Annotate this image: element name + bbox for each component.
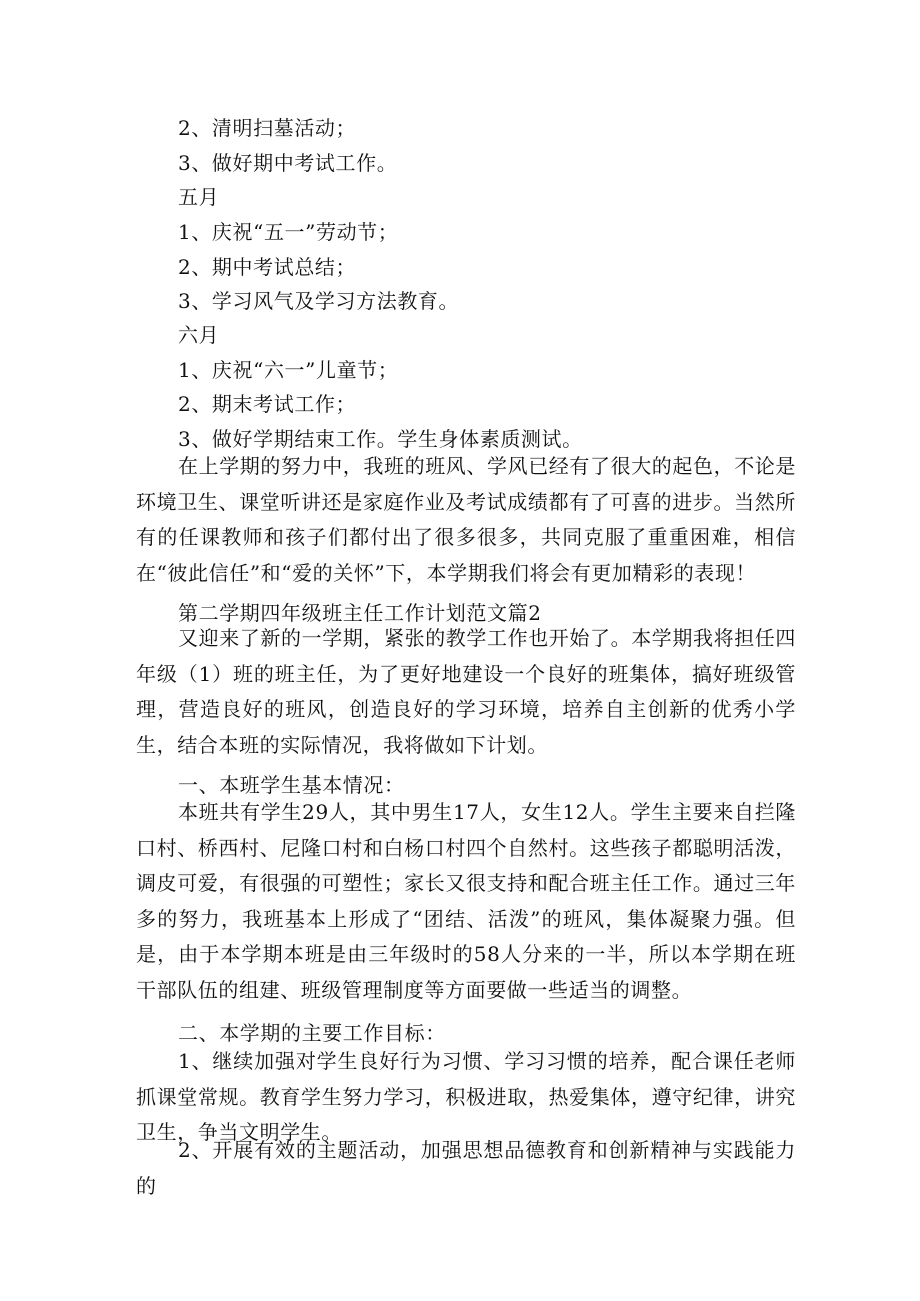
section1-paragraph: 本班共有学生29人，其中男生17人，女生12人。学生主要来自拦隆口村、桥西村、尼隆口村和白杨口村四个自然村。这些孩子都聪明活泼，调皮可爱，有很强的可塑性；家长又很支持和配合班主任工作。通过三年多的努力，我班基本上形成了“团结、活泼”的班风，集体凝聚力强。但是，由于本学期本班是由三年级时的58人分来的一半，所以本学期在班干部队伍的组建、班级管理制度等方面要做一些适当的调整。 (136, 800, 796, 1002)
closing-paragraph: 在上学期的努力中，我班的班风、学风已经有了很大的起色，不论是环境卫生、课堂听讲还是家庭作业及考试成绩都有了可喜的进步。当然所有的任课教师和孩子们都付出了很多很多，共同克服了重重困难，相信在“彼此信任”和“爱的关怀”下，本学期我们将会有更加精彩的表现！ (136, 454, 796, 585)
june-item-2: 2、期末考试工作； (178, 392, 357, 416)
may-item-1: 1、庆祝“五一”劳动节； (178, 220, 399, 244)
april-item-2: 2、清明扫墓活动； (178, 116, 357, 140)
may-item-3: 3、学习风气及学习方法教育。 (178, 289, 460, 313)
june-heading: 六月 (178, 323, 220, 347)
may-heading: 五月 (178, 185, 220, 209)
april-item-3: 3、做好期中考试工作。 (178, 151, 398, 175)
section1-heading: 一、本班学生基本情况： (178, 773, 405, 797)
intro-paragraph: 又迎来了新的一学期，紧张的教学工作也开始了。本学期我将担任四年级（1）班的班主任，为了更好地建设一个良好的班集体，搞好班级管理，营造良好的班风，创造良好的学习环境，培养自主创新的优秀小学生，结合本班的实际情况，我将做如下计划。 (136, 626, 796, 757)
article2-title: 第二学期四年级班主任工作计划范文篇2 (178, 601, 542, 625)
june-item-1: 1、庆祝“六一”儿童节； (178, 358, 399, 382)
june-item-3: 3、做好学期结束工作。学生身体素质测试。 (178, 427, 583, 451)
section2-heading: 二、本学期的主要工作目标： (178, 1021, 446, 1045)
goal1-paragraph: 1、继续加强对学生良好行为习惯、学习习惯的培养，配合课任老师抓课堂常规。教育学生努力学习，积极进取，热爱集体，遵守纪律，讲究卫生，争当文明学生。 (136, 1049, 796, 1145)
goal2-paragraph: 2、开展有效的主题活动，加强思想品德教育和创新精神与实践能力的 (136, 1138, 796, 1198)
may-item-2: 2、期中考试总结； (178, 255, 357, 279)
